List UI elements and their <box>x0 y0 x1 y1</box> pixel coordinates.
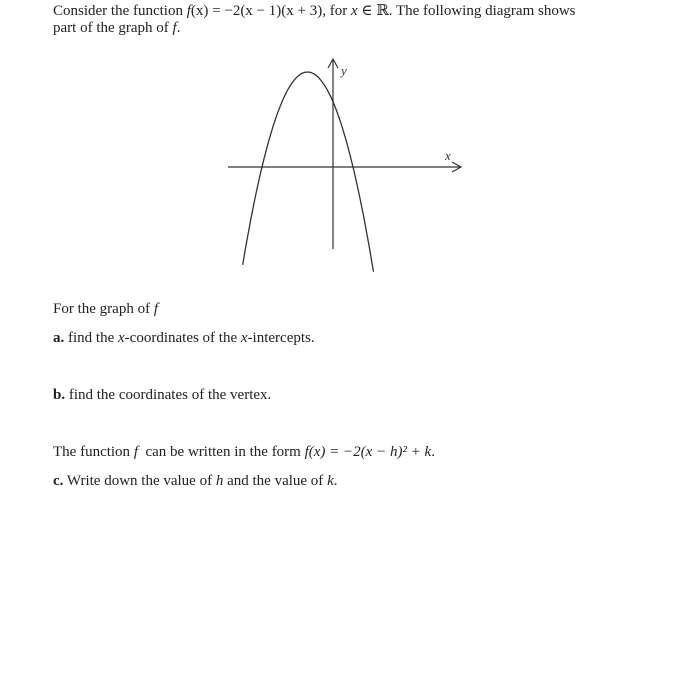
intro-line2-text: part of the graph of <box>53 20 173 36</box>
part-a-label: a. <box>53 330 65 346</box>
intro-line2-end: . <box>176 20 181 36</box>
prompt-text: For the graph of <box>53 301 154 317</box>
intro-lead-text: Consider the function <box>53 3 187 19</box>
prompt-f: f <box>153 301 158 317</box>
part-a-x-2: x <box>240 330 248 346</box>
part-c-k: k <box>327 473 334 489</box>
function-symbol-2: f <box>172 20 177 36</box>
part-a-text-1: find the <box>64 330 118 346</box>
part-c-line <box>53 473 337 490</box>
domain-text: ∈ ℝ. The following diagram shows <box>357 3 576 19</box>
form-expression: f(x) = −2(x − h)² + k <box>304 444 432 460</box>
part-c-h: h <box>215 473 224 489</box>
x-axis-label: x <box>445 148 451 163</box>
form-mid: can be written in the form <box>137 444 305 460</box>
variable-x: x <box>350 3 358 19</box>
part-a-x-1: x <box>118 330 125 346</box>
form-end: . <box>431 444 435 460</box>
y-axis-label: y <box>341 63 347 78</box>
part-c-text-2: and the value of <box>223 473 328 489</box>
parabola-curve <box>243 72 374 272</box>
form-line <box>53 444 435 461</box>
part-a-text-2: -coordinates of the <box>124 330 241 346</box>
part-b-text: find the coordinates of the vertex. <box>65 387 272 403</box>
part-c-text-3: . <box>333 473 338 489</box>
part-b-label: b. <box>53 387 66 403</box>
part-b-line <box>53 387 271 404</box>
prompt-line <box>53 301 158 318</box>
function-expression: (x) = −2(x − 1)(x + 3), for <box>190 3 351 19</box>
part-a-text-3: -intercepts. <box>247 330 315 346</box>
part-a-line <box>53 330 315 347</box>
part-c-text-1: Write down the value of <box>63 473 216 489</box>
part-c-label: c. <box>53 473 64 489</box>
form-f: f <box>133 444 138 460</box>
function-symbol: f <box>186 3 191 19</box>
form-lead: The function <box>53 444 134 460</box>
parabola-diagram <box>0 0 685 300</box>
